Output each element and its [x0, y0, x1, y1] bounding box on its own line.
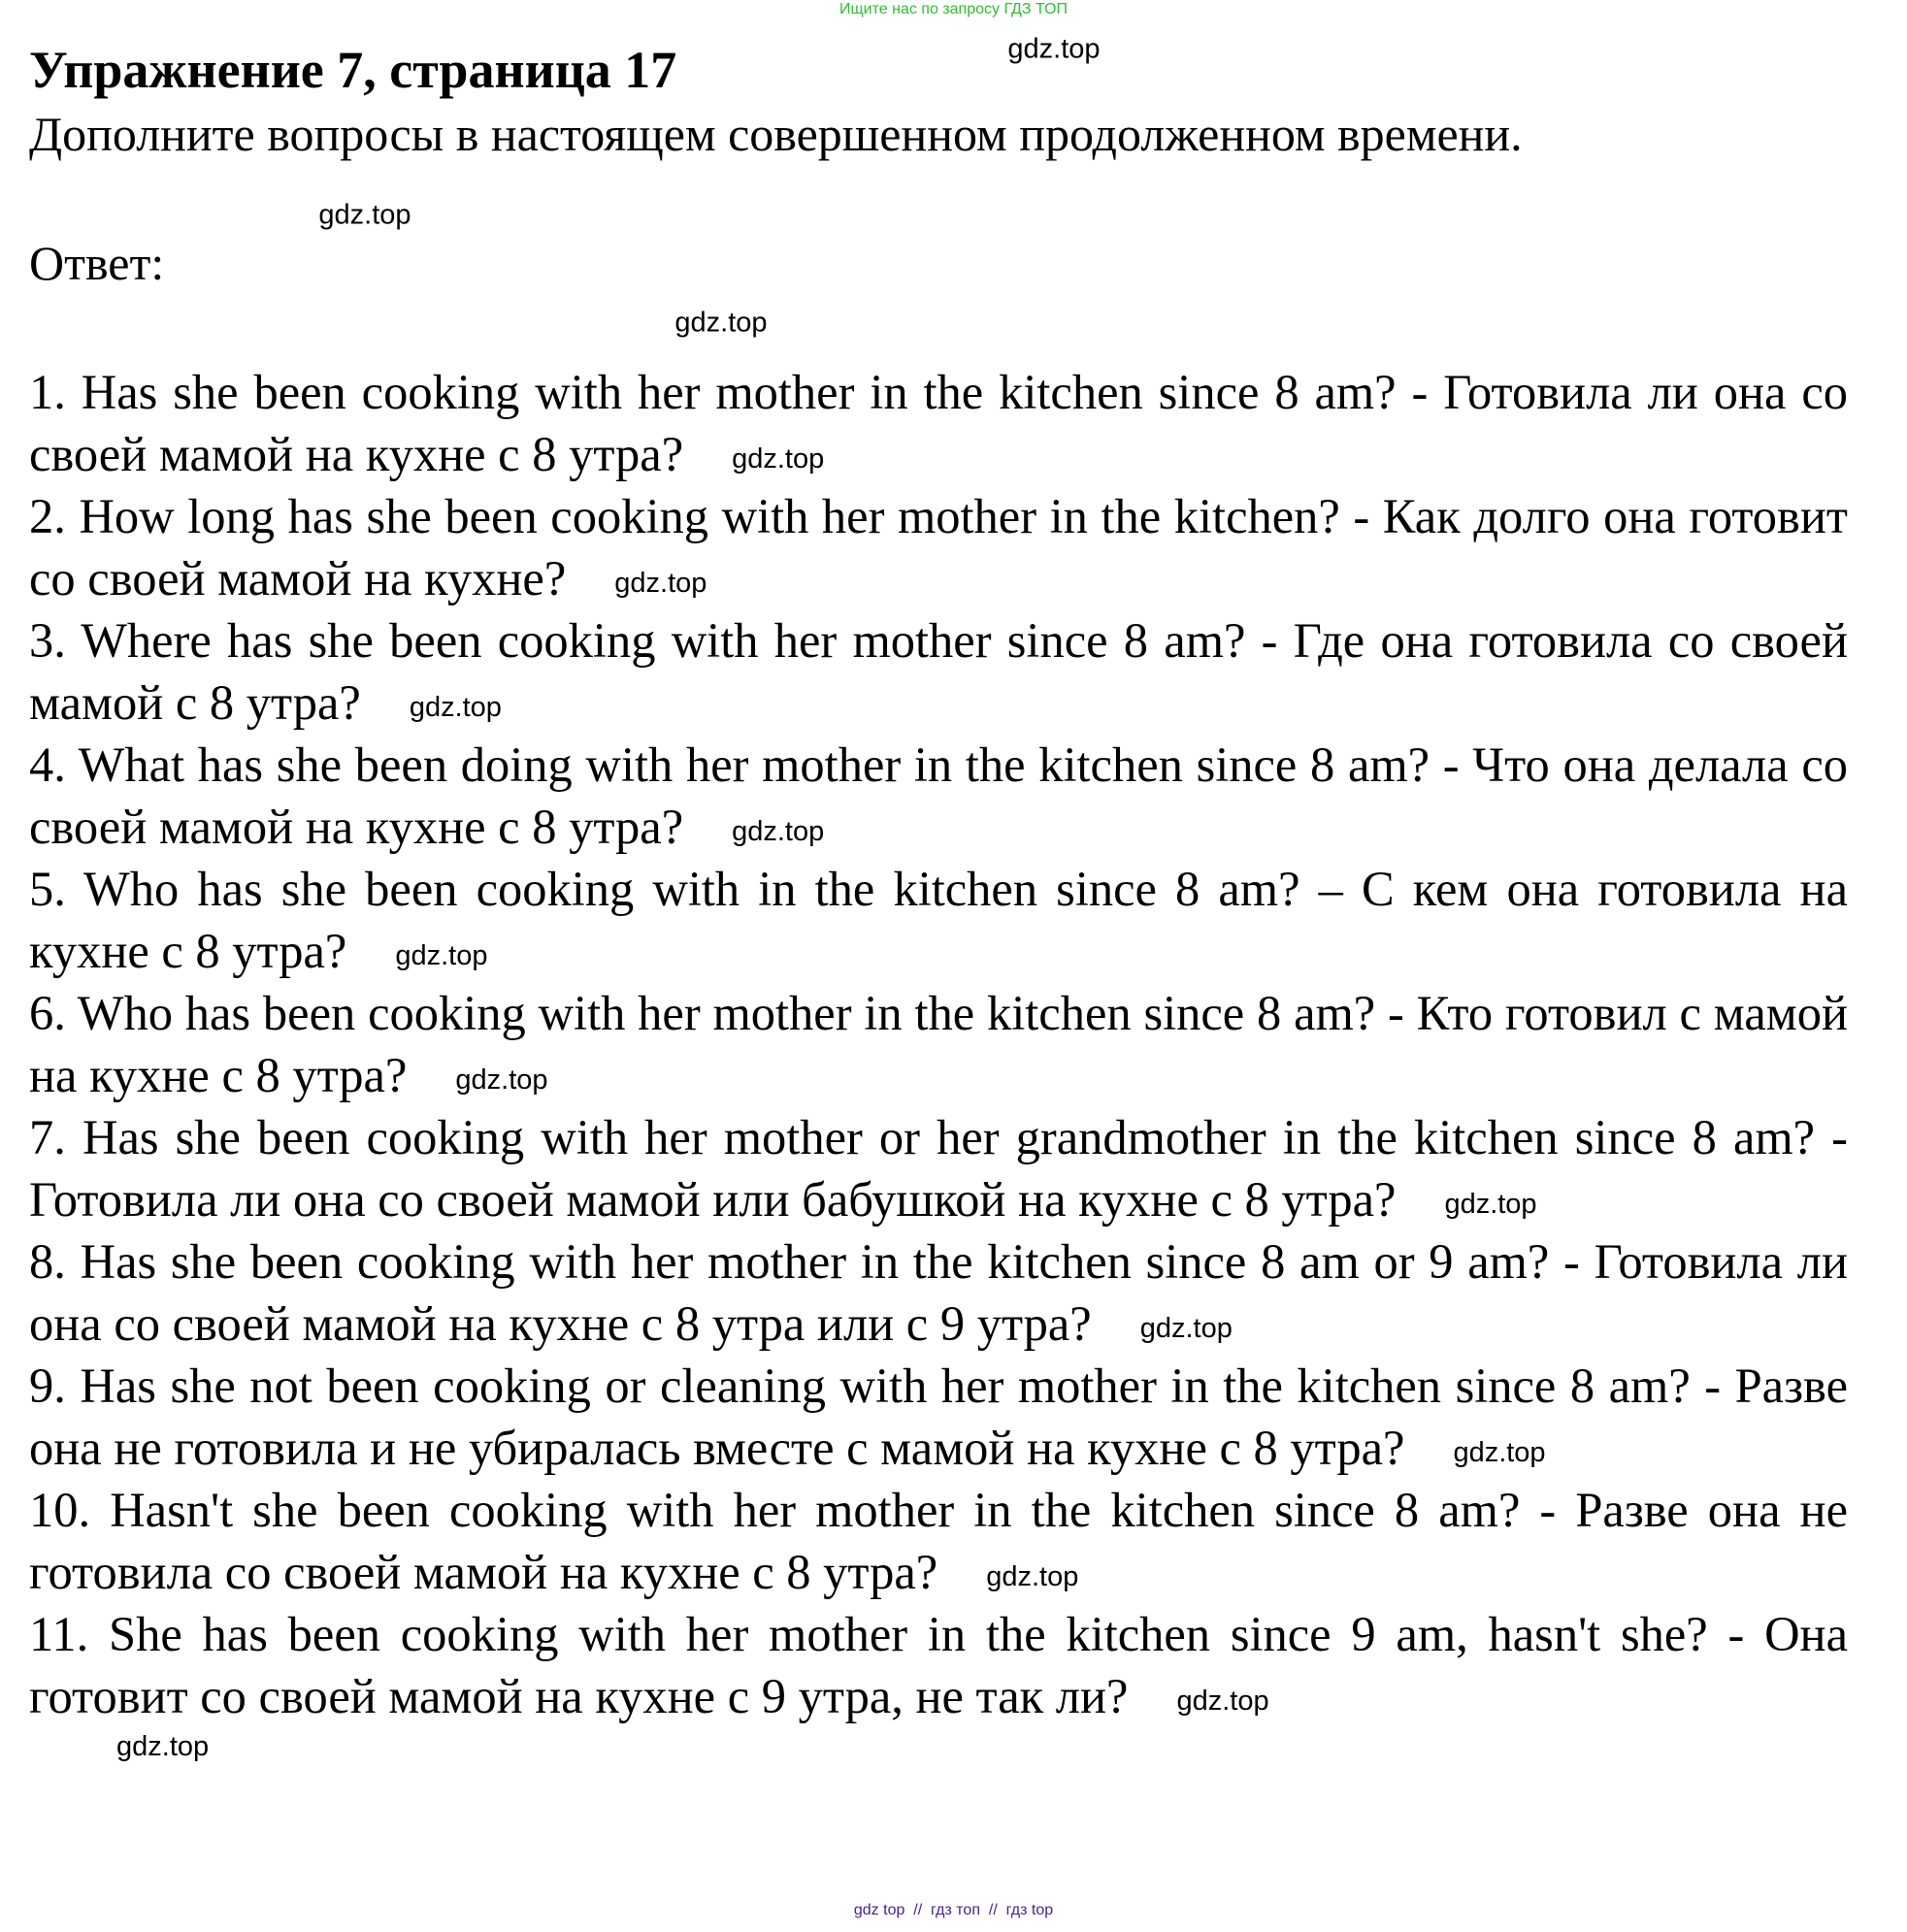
watermark: gdz.top — [1453, 1437, 1546, 1469]
exercise-instruction: Дополните вопросы в настоящем совершенном продолженном времени. — [29, 107, 1523, 161]
search-banner: Ищите нас по запросу ГДЗ ТОП — [839, 1, 1068, 17]
watermark: gdz.top — [732, 443, 825, 475]
watermark: gdz.top — [1444, 1189, 1537, 1221]
answer-item-4 — [29, 734, 1848, 858]
answer-item-text: 5. Who has she been cooking with in the kitchen since 8 am? – С кем она готовила на кухне с 8 утра? — [29, 862, 1848, 978]
watermark: gdz.top — [409, 692, 502, 724]
answer-item-3 — [29, 609, 1848, 734]
watermark: gdz.top — [674, 307, 768, 339]
watermark: gdz.top — [1176, 1686, 1269, 1718]
watermark: gdz.top — [318, 199, 411, 231]
watermark: gdz.top — [455, 1064, 548, 1097]
answer-item-text: 9. Has she not been cooking or cleaning with her mother in the kitchen since 8 am? - Разве она не готовила и не убиралась вместе с мамой на кухне с 8 утра? — [29, 1359, 1848, 1475]
answer-item-text: 4. What has she been doing with her mother in the kitchen since 8 am? - Что она делала со своей мамой на кухне с 8 утра? — [29, 737, 1848, 854]
watermark: gdz.top — [116, 1731, 210, 1762]
answer-item-10 — [29, 1479, 1848, 1603]
answer-item-6 — [29, 982, 1848, 1106]
answer-item-1 — [29, 361, 1848, 485]
answer-item-text: 2. How long has she been cooking with her mother in the kitchen? - Как долго она готовит со своей мамой на кухне? — [29, 489, 1848, 606]
answer-list — [29, 361, 1848, 1766]
answer-item-text: 8. Has she been cooking with her mother in the kitchen since 8 am or 9 am? - Готовила ли она со своей мамой на кухне с 8 утра или с 9 утра? — [29, 1234, 1848, 1351]
answer-item-text: 6. Who has been cooking with her mother in the kitchen since 8 am? - Кто готовил с мамой на кухне с 8 утра? — [29, 986, 1848, 1102]
answer-item-8 — [29, 1230, 1848, 1355]
answer-item-5 — [29, 858, 1848, 982]
watermark: gdz.top — [1139, 1313, 1233, 1345]
watermark: gdz.top — [614, 568, 707, 600]
watermark: gdz.top — [732, 816, 825, 848]
watermark: gdz.top — [1007, 33, 1101, 65]
watermark: gdz.top — [395, 940, 488, 972]
page-title: Упражнение 7, страница 17 — [29, 41, 677, 99]
answer-item-text: 3. Where has she been cooking with her mother since 8 am? - Где она готовила со своей мамой с 8 утра? — [29, 613, 1848, 730]
answer-item-2 — [29, 485, 1848, 609]
watermark: gdz.top — [986, 1561, 1079, 1593]
footer-links: gdz top // гдз топ // гдз top — [853, 1902, 1054, 1918]
answer-item-9 — [29, 1355, 1848, 1479]
answer-item-text: 1. Has she been cooking with her mother in the kitchen since 8 am? - Готовила ли она со своей мамой на кухне с 8 утра? — [29, 365, 1848, 481]
answer-item-text: 7. Has she been cooking with her mother or her grandmother in the kitchen since 8 am? - Готовила ли она со своей мамой или бабушкой на кухне с 8 утра? — [29, 1110, 1848, 1227]
answer-item-7 — [29, 1106, 1848, 1230]
answer-item-11 — [29, 1603, 1848, 1727]
answer-item-text: 11. She has been cooking with her mother in the kitchen since 9 am, hasn't she? - Она готовит со своей мамой на кухне с 9 утра, не так ли? — [29, 1607, 1848, 1723]
answer-label: Ответ: — [29, 236, 165, 290]
answer-item-text: 10. Hasn't she been cooking with her mother in the kitchen since 8 am? - Разве она не готовила со своей мамой на кухне с 8 утра? — [29, 1483, 1848, 1599]
